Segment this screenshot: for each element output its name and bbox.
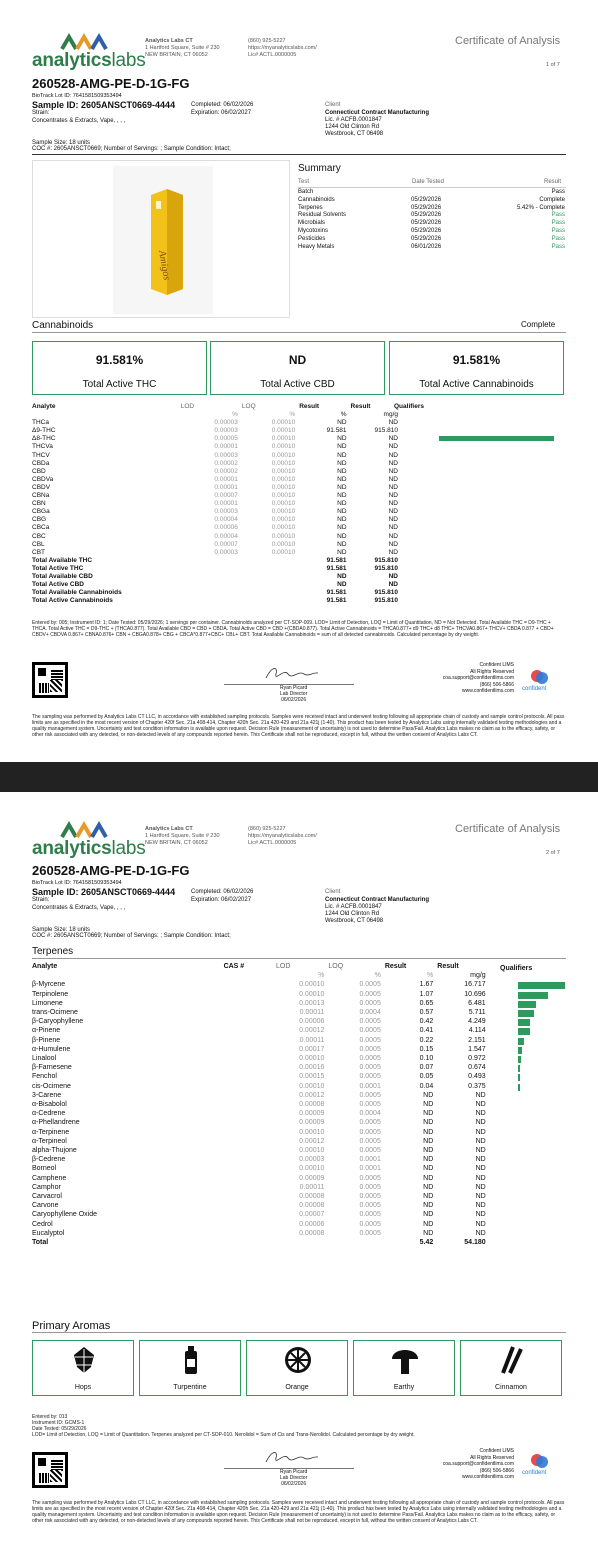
terpene-bar (518, 1047, 522, 1054)
cannabinoid-row: THCV 0.00003 0.00010 ND ND (32, 451, 398, 459)
page-separator (0, 762, 598, 792)
col-result-mgg: Result (350, 403, 371, 410)
terpene-row: α-Pinene 0.00012 0.0005 0.41 4.114 (32, 1027, 486, 1035)
col-result-mgg: Result (437, 963, 459, 970)
cannabinoid-row: CBGa 0.00003 0.00010 ND ND (32, 508, 398, 516)
summary-row: Mycotoxins 05/29/2026 Pass (298, 227, 565, 234)
total-active-thc-label: Total Active THC (82, 378, 157, 390)
document-title: Certificate of Analysis (455, 35, 561, 47)
terpene-row: Caryophyllene Oxide 0.00007 0.0005 ND ND (32, 1211, 486, 1219)
terpene-row: β-Myrcene 0.00010 0.0005 1.67 16.717 (32, 981, 486, 989)
cannabinoid-notes: Entered by: 005; Instrument ID: 1; Date Tested: 05/29/2026; 1 servings per container. Cannabinoids analyzed per CT-SOP-009. LOD= Limit of Detection, LOQ = Limit of Quantitation, ND = Not Detected. Total Available THC = D9-THC + THCA. Total Active THC = D9-THC + (THCA0.877). Total Available CBD = CBD + CBDA. Total Active CBD = CBD +(CBDA0.877). Total Active Cannabinoids = THCA0.877+ d9 THC+ d8 THC+ THCVA0.867+ THCV+ CBDA 0.877 + CBD+ CBDV+ CBDVA 0.867+ CBNA0.876+ CBN + CBGA0.878+ CBG + CBCA*0.877+CBC+ CBL+ CBT. Total Available Cannabinoids = sum of all detected cannabinoids. Calculated percentage by dry weight. (32, 620, 554, 638)
completed-date: Completed: 06/02/2026 (191, 889, 254, 895)
signatory: Ryan Picard Lab Director 06/02/2026 (280, 685, 308, 703)
aromas-title: Primary Aromas (32, 1320, 111, 1332)
col-result: Result (384, 963, 407, 970)
client-label: Client (325, 889, 341, 895)
col-cas: CAS # (223, 963, 245, 970)
qr-code-icon[interactable] (32, 662, 68, 698)
terpene-bar (518, 982, 565, 989)
cannabinoid-total-row: Total Active THC 91.581 915.810 (32, 564, 398, 572)
summary-row: Microbials 05/29/2026 Pass (298, 220, 565, 227)
summary-title: Summary (298, 163, 341, 174)
terpene-bar (518, 992, 548, 999)
terpene-row: Linalool 0.00010 0.0005 0.10 0.972 (32, 1055, 486, 1063)
confident-logo-icon (530, 668, 550, 686)
col-lod: LOD (180, 403, 195, 410)
terpene-row: alpha-Thujone 0.00010 0.0005 ND ND (32, 1147, 486, 1155)
terpene-bar (518, 1074, 520, 1081)
terpene-row: Limonene 0.00013 0.0005 0.65 6.481 (32, 999, 486, 1007)
terpene-row: Camphene 0.00009 0.0005 ND ND (32, 1174, 486, 1182)
terpene-row: α-Humulene 0.00017 0.0005 0.15 1.547 (32, 1045, 486, 1053)
terpene-row: Cedrol 0.00006 0.0005 ND ND (32, 1220, 486, 1228)
terpene-bar (518, 1056, 521, 1063)
lab-contact: (860) 925-5227 https://myanalyticslabs.com/ Lic# ACTL.0000005 (248, 826, 317, 847)
mushroom-icon (390, 1345, 420, 1375)
summary-row: Terpenes 05/29/2026 5.42% - Complete (298, 204, 565, 211)
signature-icon (262, 664, 320, 684)
cannabinoid-total-row: Total Available CBD ND ND (32, 572, 398, 580)
terpene-bar (518, 1001, 536, 1008)
terpene-row: α-Phellandrene 0.00009 0.0005 ND ND (32, 1119, 486, 1127)
total-active-cbd-value: ND (288, 353, 307, 367)
product-photo (32, 160, 290, 318)
terpene-bar (518, 1065, 520, 1072)
cannabinoid-table: Analyte LOD LOQ Result Result % % % mg/g THCa 0.00003 0.00010 ND ND Δ9-THC 0.00003 0.00010 91.581 915.810 Δ8-THC 0.00005 0.00010 ND ND THCVa 0.00001 0.00010 ND ND THCV 0.00003 0.00010 ND ND CBDa 0.00002 0.00010 ND ND CBD 0.00002 0.00010 ND ND CBDVa 0.00001 0.00010 ND ND CBDV 0.00001 0.00010 ND ND CBNa 0.00007 0.00010 ND ND CBN 0.00001 0.00010 ND ND CBGa 0.00003 0.00010 ND ND CBG 0.00004 0.00010 ND ND CBCa 0.00006 0.00010 ND ND CBC 0.00004 0.00010 ND ND CBL 0.00007 0.00010 ND ND CBT 0.00003 0.00010 ND ND Total Available THC 91.581 915.810 Total Active THC 91.581 915.810 Total Available CBD ND ND Total Active CBD ND ND Total Available Cannabinoids 91.581 915.810 Total Active Cannabinoids 91.581 915.810 (32, 403, 398, 605)
signatory: Ryan Picard Lab Director 06/02/2026 (280, 1469, 308, 1487)
coc-info: COC #: 2605ANSCT0669; Number of Servings: ; Sample Condition: Intact; (32, 933, 231, 939)
turpentine-bottle-icon (176, 1345, 206, 1375)
terpene-bar (518, 1084, 520, 1091)
cannabinoid-row: CBN 0.00001 0.00010 ND ND (32, 500, 398, 508)
vape-device-icon (33, 161, 291, 319)
lims-info: Confident LIMS All Rights Reserved coa.support@confidentlims.com (866) 506-5866 www.confidentlims.com (442, 662, 514, 694)
summary-row: Heavy Metals 06/01/2026 Pass (298, 243, 565, 250)
cannabinoid-total-row: Total Active Cannabinoids 91.581 915.810 (32, 597, 398, 605)
col-loq: LOQ (241, 403, 256, 410)
sample-code: 260528-AMG-PE-D-1G-FG (32, 76, 190, 91)
biotrack-id: BioTrack Lot ID: 7641581509353494 (32, 93, 122, 99)
client-license: Lic. # ACFB.0001847 (325, 117, 382, 123)
col-qualifiers: Qualifiers (500, 965, 533, 972)
terpene-bar (518, 1038, 524, 1045)
cannabinoid-total-row: Total Active CBD ND ND (32, 581, 398, 589)
biotrack-id: BioTrack Lot ID: 7641581509353494 (32, 880, 122, 886)
terpene-bar (518, 1028, 530, 1035)
product-brand-label: Amigos (156, 249, 173, 282)
cannabinoid-row: CBL 0.00007 0.00010 ND ND (32, 540, 398, 548)
summary-row: Cannabinoids 05/29/2026 Complete (298, 196, 565, 203)
disclaimer: The sampling was performed by Analytics Labs CT LLC, in accordance with established sampling protocols. Samples were received intact and underwent testing following all appropriate chain of custody and sample control protocols. All pass limits are as specified in the most recent version of Chapter 420f Sec. 21a 408-414, Chapter 420h Sec. 21a 420-429 and 21a 421j (1-40). This product has been tested by Analytics Labs using internally validated testing methodologies and a quality management system. Uncertainty and test condition information is available upon request. Decision Rule (measurement of uncertainty) is not used to determine Pass/Fail. Analytics Labs makes no claim as to the efficacy, safety, or other risk associated with any detected, or non-detected levels of any compounds reported herein. This Certificate shall not be reproduced, except in full, without the written consent of Analytics Labs CT. (32, 714, 565, 738)
cannabinoid-bar (439, 436, 554, 441)
analytics-labs-logo-icon (60, 821, 112, 839)
terpene-row: Terpinolene 0.00010 0.0005 1.07 10.696 (32, 990, 486, 998)
terpenes-title: Terpenes (32, 946, 74, 957)
confident-logo-text: confident (522, 1470, 547, 1476)
terpene-row: Carvacrol 0.00008 0.0005 ND ND (32, 1193, 486, 1201)
col-lod: LOD (275, 963, 291, 970)
cannabinoid-row: CBCa 0.00006 0.00010 ND ND (32, 524, 398, 532)
client-address-2: Westbrook, CT 06498 (325, 918, 384, 924)
logo-wordmark: analyticslabs (32, 50, 146, 71)
sample-id: Sample ID: 2605ANSCT0669-4444 (32, 100, 176, 110)
terpene-row: Eucalyptol 0.00008 0.0005 ND ND (32, 1229, 486, 1237)
cannabinoid-row: Δ8-THC 0.00005 0.00010 ND ND (32, 435, 398, 443)
expiration-date: Expiration: 06/02/2027 (191, 110, 252, 116)
matrix: Concentrates & Extracts, Vape, , , , (32, 118, 126, 124)
cannabinoid-row: CBC 0.00004 0.00010 ND ND (32, 532, 398, 540)
terpene-row: α-Bisabolol 0.00008 0.0005 ND ND (32, 1101, 486, 1109)
document-title: Certificate of Analysis (455, 823, 561, 835)
terpene-row: α-Terpinene 0.00010 0.0005 ND ND (32, 1128, 486, 1136)
terpene-total-row: Total 5.42 54.180 (32, 1239, 486, 1247)
terpene-row: trans-Ocimene 0.00011 0.0004 0.57 5.711 (32, 1009, 486, 1017)
confident-logo-icon (530, 1452, 550, 1470)
terpene-row: Borneol 0.00010 0.0001 ND ND (32, 1165, 486, 1173)
matrix: Concentrates & Extracts, Vape, , , , (32, 905, 126, 911)
cannabinoid-row: CBG 0.00004 0.00010 ND ND (32, 516, 398, 524)
completed-date: Completed: 06/02/2026 (191, 102, 254, 108)
terpene-row: β-Cedrene 0.00003 0.0001 ND ND (32, 1156, 486, 1164)
aroma-earthy: Earthy (353, 1340, 455, 1396)
col-analyte: Analyte (32, 403, 56, 410)
client-name: Connecticut Contract Manufacturing (325, 110, 430, 116)
qr-code-icon[interactable] (32, 1452, 68, 1488)
sample-size: Sample Size: 18 units (32, 140, 91, 146)
terpene-bar (518, 1010, 534, 1017)
terpene-row: Carvone 0.00008 0.0005 ND ND (32, 1202, 486, 1210)
client-license: Lic. # ACFB.0001847 (325, 904, 382, 910)
summary-col-date: Date Tested (412, 179, 444, 185)
terpene-row: α-Terpineol 0.00012 0.0005 ND ND (32, 1137, 486, 1145)
lab-contact: (860) 925-5227 https://myanalyticslabs.com/ Lic# ACTL.0000005 (248, 38, 317, 59)
terpene-row: β-Farnesene 0.00016 0.0005 0.07 0.674 (32, 1064, 486, 1072)
aroma-cinnamon: Cinnamon (460, 1340, 562, 1396)
terpene-row: α-Cedrene 0.00009 0.0004 ND ND (32, 1110, 486, 1118)
lab-address: Analytics Labs CT 1 Hartford Square, Suite # 230 NEW BRITAIN, CT 06052 (145, 826, 220, 847)
cannabinoids-status: Complete (521, 320, 556, 329)
terpene-row: Fenchol 0.00015 0.0005 0.05 0.493 (32, 1073, 486, 1081)
coa-page-1 (0, 0, 598, 762)
cannabinoid-row: THCVa 0.00001 0.00010 ND ND (32, 443, 398, 451)
terpene-row: cis-Ocimene 0.00010 0.0001 0.04 0.375 (32, 1082, 486, 1090)
sample-code: 260528-AMG-PE-D-1G-FG (32, 863, 190, 878)
disclaimer: The sampling was performed by Analytics Labs CT LLC, in accordance with established sampling protocols. Samples were received intact and underwent testing following all appropriate chain of custody and sample control protocols. All pass limits are as specified in the most recent version of Chapter 420f Sec. 21a 408-414, Chapter 420h Sec. 21a 420-429 and 21a 421j (1-40). This product has been tested by Analytics Labs using internally validated testing methodologies and a quality management system. Uncertainty and test condition information is available upon request. Decision Rule (measurement of uncertainty) is not used to determine Pass/Fail. Analytics Labs makes no claim as to the efficacy, safety, or other risk associated with any detected, or non-detected levels of any compounds reported herein. This Certificate shall not be reproduced, except in full, without the written consent of Analytics Labs CT. (32, 1500, 565, 1524)
cannabinoid-total-row: Total Available THC 91.581 915.810 (32, 556, 398, 564)
sample-size: Sample Size: 18 units (32, 927, 91, 933)
coa-page-2 (0, 792, 598, 1566)
aroma-hops: Hops (32, 1340, 134, 1396)
lims-info: Confident LIMS All Rights Reserved coa.support@confidentlims.com (866) 506-5866 www.confidentlims.com (442, 1448, 514, 1480)
client-label: Client (325, 102, 341, 108)
total-active-cbd-label: Total Active CBD (260, 378, 335, 390)
cannabinoid-row: CBDVa 0.00001 0.00010 ND ND (32, 475, 398, 483)
page-number: 1 of 7 (546, 62, 560, 68)
hops-icon (69, 1345, 99, 1375)
summary-col-test: Test (298, 179, 310, 185)
col-loq: LOQ (328, 963, 344, 970)
terpene-row: β-Caryophyllene 0.00006 0.0005 0.42 4.249 (32, 1018, 486, 1026)
cannabinoid-row: CBDV 0.00001 0.00010 ND ND (32, 483, 398, 491)
summary-row: Pesticides 05/29/2026 Pass (298, 235, 565, 242)
terpene-bar (518, 1019, 530, 1026)
cannabinoid-total-row: Total Available Cannabinoids 91.581 915.810 (32, 589, 398, 597)
terpene-row: β-Pinene 0.00011 0.0005 0.22 2.151 (32, 1036, 486, 1044)
terpene-notes: Entered by: 013 Instrument ID: GCMS-1 Date Tested: 05/29/2026 LOD= Limit of Detection, LOQ = Limit of Quantitation. Terpenes analyzed per CT-SOP-010. Nerolidol = Sum of Cis and Trans-Nerolidol. Calculated percentage by dry weight. (32, 1414, 415, 1438)
summary-row: Batch Pass (298, 189, 565, 195)
cannabinoid-row: CBDa 0.00002 0.00010 ND ND (32, 459, 398, 467)
client-address-1: 1244 Old Clinton Rd (325, 124, 380, 130)
client-address-1: 1244 Old Clinton Rd (325, 911, 380, 917)
aroma-orange: Orange (246, 1340, 348, 1396)
total-active-cannabinoids-box (389, 341, 564, 395)
sample-id: Sample ID: 2605ANSCT0669-4444 (32, 887, 176, 897)
expiration-date: Expiration: 06/02/2027 (191, 897, 252, 903)
cinnamon-stick-icon (497, 1345, 527, 1375)
total-active-cannabinoids-label: Total Active Cannabinoids (419, 378, 534, 390)
col-result: Result (299, 403, 320, 410)
summary-table (297, 189, 567, 251)
cannabinoid-row: THCa 0.00003 0.00010 ND ND (32, 419, 398, 427)
total-active-thc-box (32, 341, 207, 395)
cannabinoid-row: CBNa 0.00007 0.00010 ND ND (32, 492, 398, 500)
cannabinoids-title: Cannabinoids (32, 320, 94, 331)
signature-icon (262, 1448, 320, 1468)
aroma-turpentine: Turpentine (139, 1340, 241, 1396)
logo-wordmark: analyticslabs (32, 838, 146, 859)
col-qualifiers: Qualifiers (394, 403, 424, 410)
terpene-row: Camphor 0.00011 0.0005 ND ND (32, 1183, 486, 1191)
total-active-cbd-box (210, 341, 385, 395)
coc-info: COC #: 2605ANSCT0669; Number of Servings: ; Sample Condition: Intact; (32, 146, 231, 152)
summary-row: Residual Solvents 05/29/2026 Pass (298, 212, 565, 219)
strain-label: Strain: (32, 110, 50, 116)
lab-address: Analytics Labs CT 1 Hartford Square, Suite # 230 NEW BRITAIN, CT 06052 (145, 38, 220, 59)
terpene-table: Analyte CAS # LOD LOQ Result Result % % % mg/g β-Myrcene 0.00010 0.0005 1.67 16.717 Terpinolene 0.00010 0.0005 1.07 10.696 Limonene 0.00013 0.0005 0.65 6.481 trans-Ocimene 0.00011 0.0004 0.57 5.711 β-Caryophyllene 0.00006 0.0005 0.42 4.249 α-Pinene 0.00012 0.0005 0.41 4.114 β-Pinene 0.00011 0.0005 0.22 2.151 α-Humulene 0.00017 0.0005 0.15 1.547 Linalool 0.00010 0.0005 0.10 0.972 β-Farnesene 0.00016 0.0005 0.07 0.674 Fenchol 0.00015 0.0005 0.05 0.493 cis-Ocimene 0.00010 0.0001 0.04 0.375 3-Carene 0.00012 0.0005 ND ND α-Bisabolol 0.00008 0.0005 ND ND α-Cedrene 0.00009 0.0004 ND ND α-Phellandrene 0.00009 0.0005 ND ND α-Terpinene 0.00010 0.0005 ND ND α-Terpineol 0.00012 0.0005 ND ND alpha-Thujone 0.00010 0.0005 ND ND β-Cedrene 0.00003 0.0001 ND ND Borneol 0.00010 0.0001 ND ND Camphene 0.00009 0.0005 ND ND Camphor 0.00011 0.0005 ND ND Carvacrol 0.00008 0.0005 ND ND Carvone 0.00008 0.0005 ND ND Caryophyllene Oxide 0.00007 0.0005 ND ND Cedrol 0.00006 0.0005 ND ND Eucalyptol 0.00008 0.0005 ND ND Total 5.42 54.180 (30, 962, 518, 1247)
strain-label: Strain: (32, 897, 50, 903)
total-active-thc-value: 91.581% (95, 353, 144, 367)
client-address-2: Westbrook, CT 06498 (325, 131, 384, 137)
col-analyte: Analyte (32, 963, 58, 970)
cannabinoid-row: CBT 0.00003 0.00010 ND ND (32, 548, 398, 556)
total-active-cannabinoids-value: 91.581% (452, 353, 501, 367)
analytics-labs-logo-icon (60, 33, 112, 51)
client-name: Connecticut Contract Manufacturing (325, 897, 430, 903)
terpene-row: 3-Carene 0.00012 0.0005 ND ND (32, 1091, 486, 1099)
page-number: 2 of 7 (546, 850, 560, 856)
confident-logo-text: confident (522, 686, 547, 692)
orange-slice-icon (283, 1345, 313, 1375)
summary-col-result: Result (544, 179, 562, 185)
cannabinoid-row: Δ9-THC 0.00003 0.00010 91.581 915.810 (32, 427, 398, 435)
cannabinoid-row: CBD 0.00002 0.00010 ND ND (32, 467, 398, 475)
